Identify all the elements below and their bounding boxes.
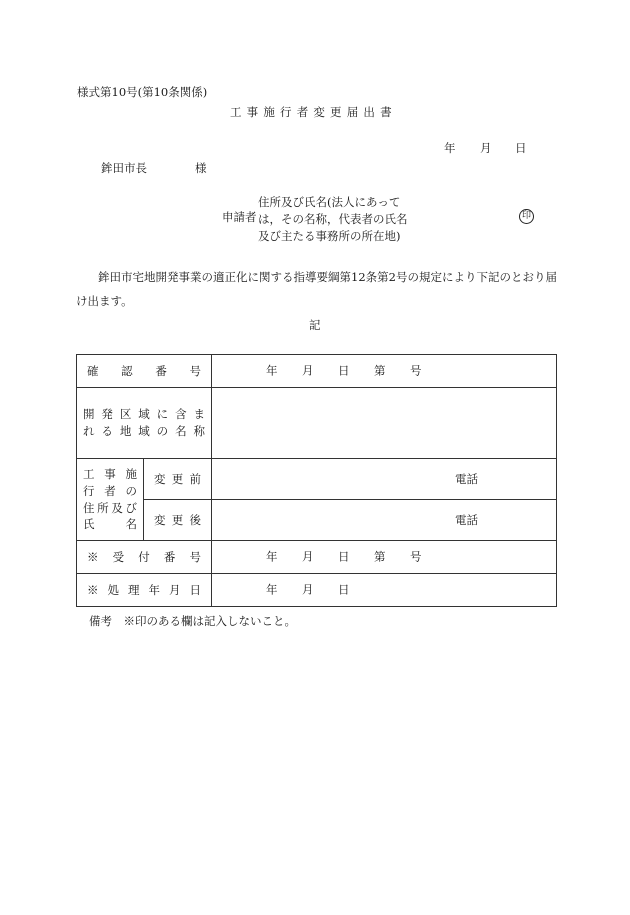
before-change-label: 変更前 [144, 459, 212, 500]
receipt-year: 年 [266, 549, 278, 564]
seal-mark-icon: 印 [519, 209, 534, 224]
before-phone-label: 電話 [455, 472, 478, 486]
development-area-label-line-1: 開発区域に含ま [83, 407, 205, 422]
date-month: 月 [480, 141, 492, 155]
confirm-year: 年 [266, 363, 278, 378]
confirm-number-field[interactable] [212, 355, 557, 388]
before-change-field[interactable] [212, 459, 557, 500]
date-year: 年 [444, 141, 456, 155]
receipt-number-field[interactable] [212, 541, 557, 574]
receipt-number-prefix: 第 [374, 549, 386, 564]
constructor-label-line-2: 行者の [83, 483, 137, 498]
applicant-label: 申請者 [222, 210, 257, 224]
addressee-suffix: 様 [195, 161, 207, 175]
development-area-label [77, 388, 212, 459]
form-number: 様式第10号(第10条関係) [77, 85, 208, 99]
ki-heading: 記 [309, 318, 321, 332]
body-text: 鉾田市宅地開発事業の適正化に関する指導要綱第12条第2号の規定により下記のとおり届け出ます。 [76, 270, 557, 308]
confirm-number-prefix: 第 [374, 363, 386, 378]
development-area-label-line-2: れる地域の名称 [83, 424, 205, 438]
table-row-processing-date [77, 574, 557, 607]
addressee-name: 鉾田市長 [101, 161, 147, 175]
after-change-field[interactable] [212, 500, 557, 541]
document-title: 工事施行者変更届出書 [230, 105, 397, 119]
receipt-number-suffix: 号 [410, 549, 422, 564]
constructor-label-line-3: 住所及び [83, 500, 137, 515]
table-row-receipt-number [77, 541, 557, 574]
receipt-number-label: ※受付番号 [77, 541, 212, 574]
after-change-label: 変更後 [144, 500, 212, 541]
table-row-after-change [77, 500, 557, 541]
table-row-confirm-number [77, 355, 557, 388]
table-row-before-change [77, 459, 557, 500]
development-area-field[interactable] [212, 388, 557, 459]
form-table [76, 354, 557, 607]
table-row-development-area [77, 388, 557, 459]
after-phone-label: 電話 [455, 513, 478, 527]
processing-month: 月 [302, 582, 314, 597]
constructor-label [77, 459, 144, 541]
receipt-month: 月 [302, 549, 314, 564]
date-day: 日 [515, 141, 527, 155]
receipt-day: 日 [338, 549, 350, 564]
constructor-label-line-1: 工事施 [83, 467, 137, 482]
processing-date-field[interactable] [212, 574, 557, 607]
confirm-month: 月 [302, 363, 314, 378]
constructor-label-line-4: 氏名 [83, 517, 137, 532]
confirm-number-label: 確認番号 [77, 355, 212, 388]
confirm-day: 日 [338, 363, 350, 378]
processing-year: 年 [266, 582, 278, 597]
remarks: 備考 ※印のある欄は記入しないこと。 [89, 614, 296, 628]
processing-day: 日 [338, 582, 350, 597]
processing-date-label: ※処理年月日 [77, 574, 212, 607]
confirm-number-suffix: 号 [410, 363, 422, 378]
applicant-description: 住所及び氏名(法人にあって は，その名称，代表者の氏名 及び主たる事務所の所在地) [258, 195, 408, 243]
